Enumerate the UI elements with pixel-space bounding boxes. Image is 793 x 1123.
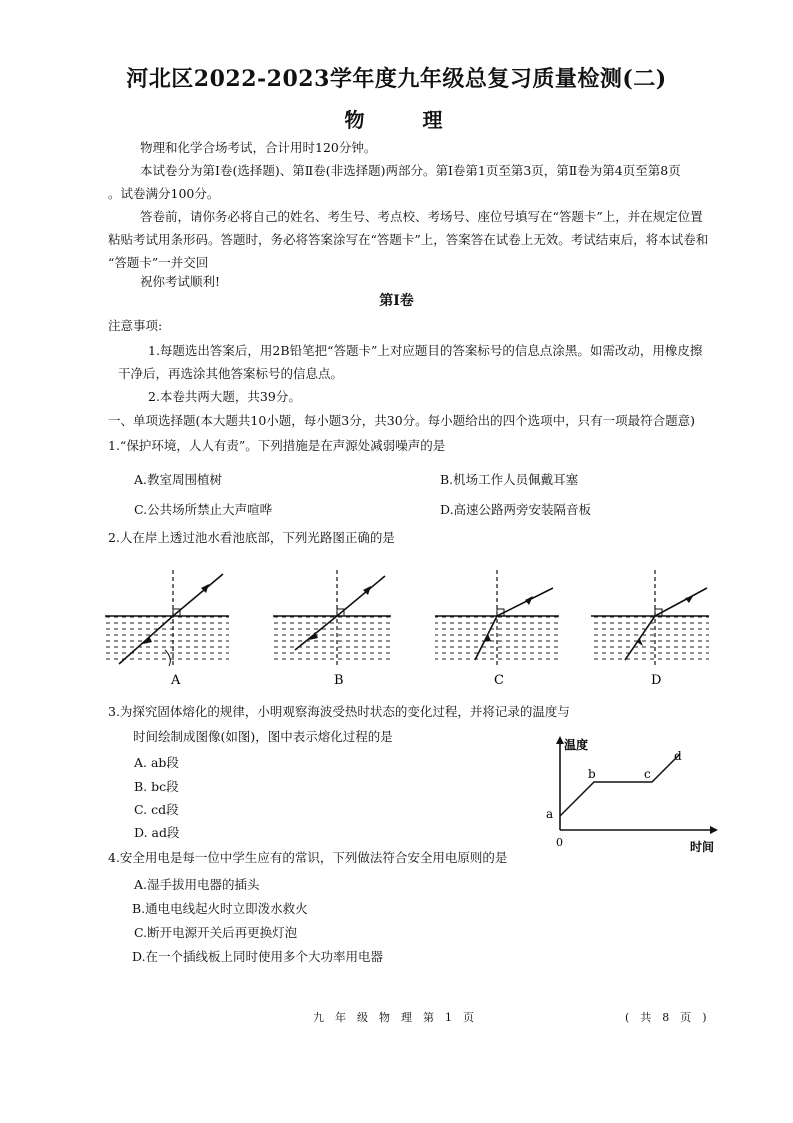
intro-line-3a: 答卷前，请你务必将自己的姓名、考生号、考点校、考场号、座位号填写在“答题卡”上，并在规定位置: [140, 209, 703, 224]
q4-option-c: C.断开电源开关后再更换灯泡: [134, 925, 298, 940]
graph-xlabel: 时间: [690, 840, 715, 854]
q1-option-a: A.教室周围植树: [134, 472, 223, 487]
q1-option-b: B.机场工作人员佩戴耳塞: [440, 472, 579, 487]
q2-stem: 2.人在岸上透过池水看池底部，下列光路图正确的是: [108, 530, 395, 545]
intro-line-4: 祝你考试顺利!: [140, 274, 221, 289]
graph-point-a: a: [546, 807, 554, 821]
q1-option-c: C.公共场所禁止大声喧哗: [134, 502, 273, 517]
intro-line-1: 物理和化学合场考试，合计用时120分钟。: [140, 140, 377, 155]
q4-option-d: D.在一个插线板上同时使用多个大功率用电器: [132, 949, 384, 964]
q4-option-a: A.湿手拔用电器的插头: [134, 877, 260, 892]
subject-title: 物 理: [344, 108, 449, 132]
part-heading: 一、单项选择题(本大题共10小题，每小题3分，共30分。每小题给出的四个选项中，只有一项最符合题意): [108, 413, 696, 428]
diagram-label-c: C: [494, 673, 504, 688]
graph-ylabel: 温度: [564, 738, 589, 752]
notice-label: 注意事项:: [108, 318, 163, 333]
q3-temperature-time-graph: [540, 730, 725, 855]
footer-total-label: ( 共 8 页 ): [625, 1011, 707, 1024]
q1-option-d: D.高速公路两旁安装隔音板: [440, 502, 592, 517]
diagram-label-a: A: [171, 673, 181, 688]
graph-origin: 0: [556, 836, 563, 849]
graph-point-b: b: [588, 767, 596, 781]
graph-point-d: d: [674, 749, 682, 763]
q3-stem-2: 时间绘制成图像(如图)，图中表示熔化过程的是: [133, 729, 393, 744]
q3-option-d: D. ad段: [134, 825, 180, 840]
q3-stem-1: 3.为探究固体熔化的规律，小明观察海波受热时状态的变化过程，并将记录的温度与: [108, 704, 570, 719]
q3-option-c: C. cd段: [134, 802, 179, 817]
diagram-b: [273, 570, 391, 668]
notice-1a: 1.每题选出答案后，用2B铅笔把“答题卡”上对应题目的答案标号的信息点涂黑。如需改动，用橡皮擦: [148, 343, 703, 358]
notice-1b: 干净后，再选涂其他答案标号的信息点。: [118, 366, 344, 381]
diagram-d: [591, 570, 709, 668]
exam-title: 河北区2022-2023学年度九年级总复习质量检测(二): [126, 66, 667, 92]
q1-stem: 1.“保护环境，人人有责”。下列措施是在声源处减弱噪声的是: [108, 438, 446, 453]
diagram-a: [105, 570, 229, 668]
footer-page-label: 九 年 级 物 理 第 1 页: [313, 1011, 474, 1024]
q4-option-b: B.通电电线起火时立即泼水救火: [132, 901, 308, 916]
notice-2: 2.本卷共两大题，共39分。: [148, 389, 301, 404]
intro-line-2b: 。试卷满分100分。: [108, 186, 220, 201]
diagram-label-d: D: [651, 673, 662, 688]
q2-light-path-diagrams: [105, 560, 725, 690]
diagram-label-b: B: [334, 673, 344, 688]
q3-option-b: B. bc段: [134, 779, 179, 794]
q3-option-a: A. ab段: [134, 755, 179, 770]
intro-line-3b: 粘贴考试用条形码。答题时，务必将答案涂写在“答题卡”上，答案答在试卷上无效。考试结束后，将本试卷和: [108, 232, 709, 247]
diagram-c: [435, 570, 559, 668]
intro-line-2a: 本试卷分为第Ⅰ卷(选择题)、第Ⅱ卷(非选择题)两部分。第Ⅰ卷第1页至第3页，第Ⅱ卷为第4页至第8页: [140, 163, 681, 178]
q4-stem: 4.安全用电是每一位中学生应有的常识，下列做法符合安全用电原则的是: [108, 850, 508, 865]
intro-line-3c: “答题卡”一并交回: [108, 255, 209, 270]
graph-point-c: c: [644, 767, 651, 781]
section-title: 第Ⅰ卷: [379, 293, 414, 309]
